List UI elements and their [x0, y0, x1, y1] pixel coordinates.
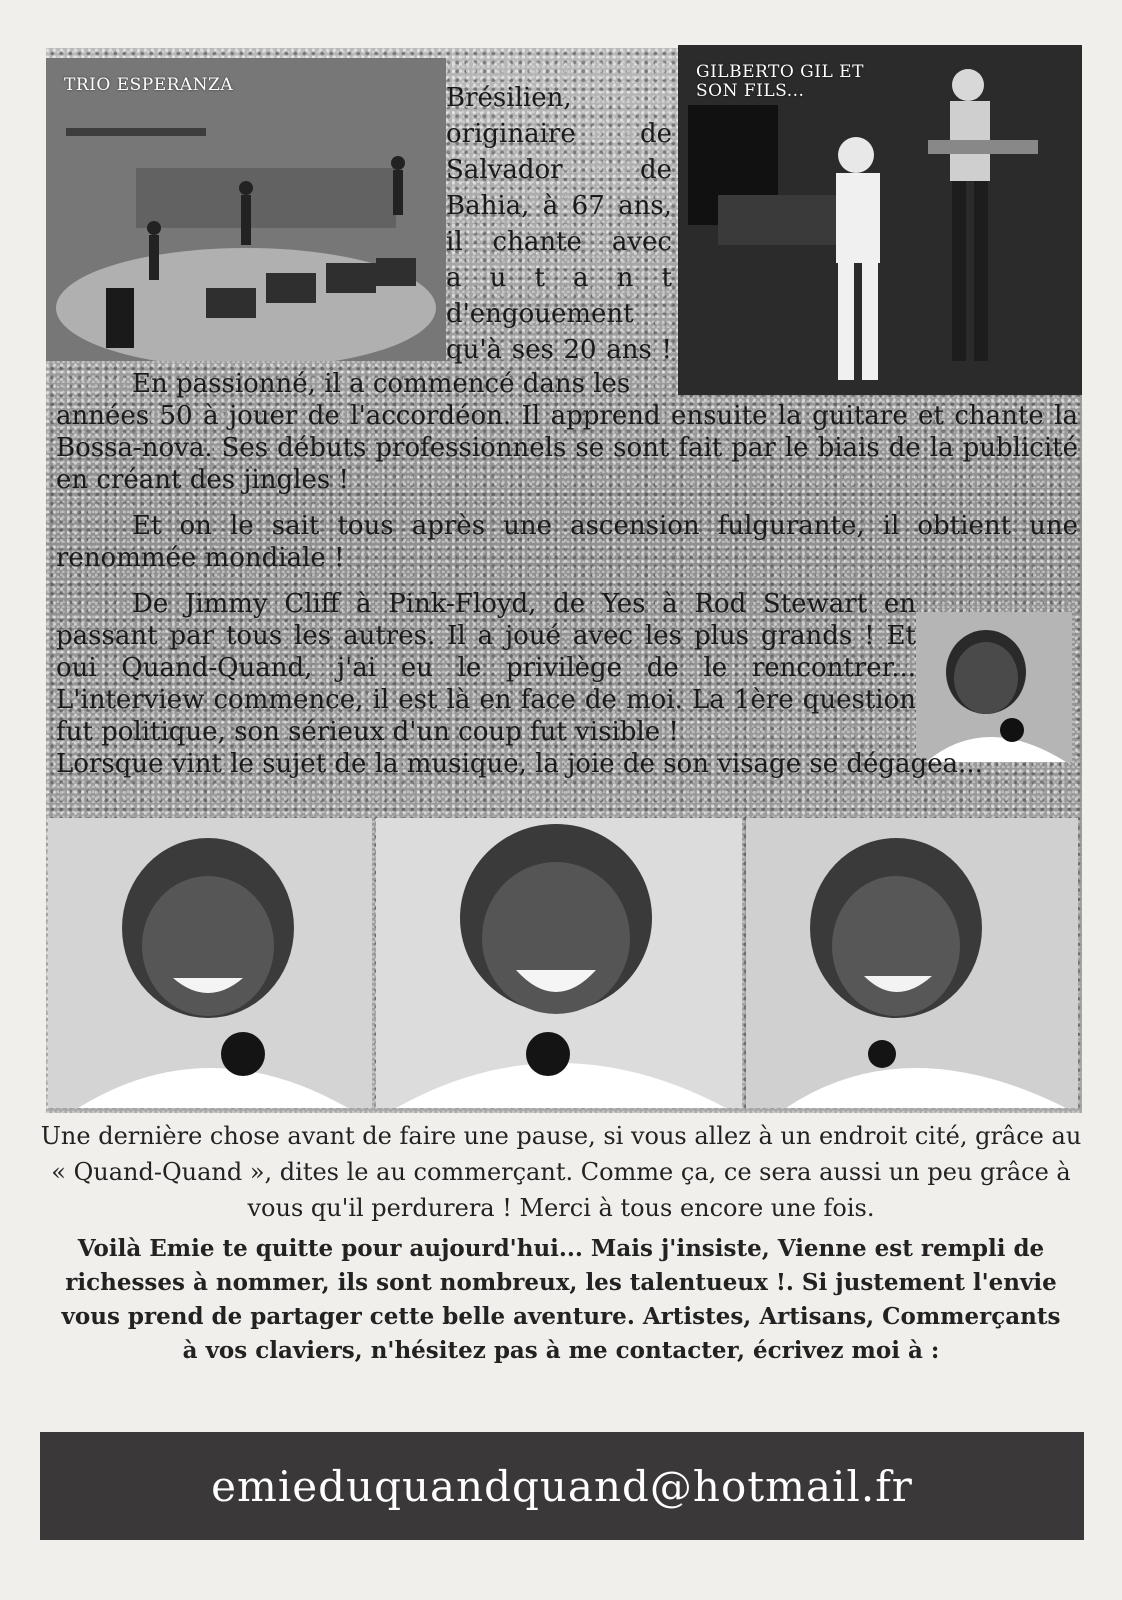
gilberto-caption: [696, 63, 864, 100]
portrait-photo-3: [746, 818, 1078, 1108]
closing-paragraph: Une dernière chose avant de faire une pause, si vous allez à un endroit cité, grâce au « Quand-Quand », dites le au commerçant. Comme ça, ce sera aussi un peu grâce à vous qu'il perdurera ! Merci à tous encore une fois.: [40, 1122, 1082, 1222]
paragraph-fame: [56, 510, 1078, 574]
gilberto-caption-line2: SON FILS...: [696, 80, 805, 101]
portrait-face-icon: [916, 612, 1072, 762]
paragraph-career-rest: années 50 à jouer de l'accordéon. Il apprend ensuite la guitare et chante la Bossa-nova. Ses débuts professionnels se sont fait par le biais de la publicité en créant des jingles !: [56, 401, 1078, 495]
stage-scene-icon: [46, 58, 446, 361]
gilberto-gil-photo: [678, 45, 1082, 395]
intro-line: qu'à ses 20 ans !: [446, 335, 672, 365]
smiling-profile-icon: [746, 818, 1078, 1108]
laughing-portrait-icon: [376, 818, 742, 1108]
intro-line: a u t a n t: [446, 263, 672, 293]
intro-line: Bahia, à 67 ans,: [446, 191, 672, 221]
intro-line: Salvador de: [446, 155, 672, 185]
invitation-paragraph: Voilà Emie te quitte pour aujourd'hui... Mais j'insiste, Vienne est rempli de richesses à nommer, ils sont nombreux, les talentueux !. Si justement l'envie vous prend de partager cette belle aventure. Artistes, Artisans, Commerçants à vos claviers, n'hésitez pas à me contacter, écrivez moi à :: [61, 1235, 1061, 1364]
portrait-photo-1: [48, 818, 372, 1108]
intro-column: [446, 80, 672, 368]
portrait-small-photo: [916, 612, 1072, 762]
paragraph-career-first-line: En passionné, il a commencé dans les: [132, 369, 631, 399]
intro-line: d'engouement: [446, 299, 634, 329]
intro-line: Brésilien,: [446, 83, 572, 113]
trio-esperanza-photo: [46, 58, 446, 361]
smiling-portrait-icon: [48, 818, 372, 1108]
intro-line: originaire de: [446, 119, 672, 149]
paragraph-interview: [56, 588, 983, 780]
paragraph-career: [56, 368, 1078, 496]
trio-caption: TRIO ESPERANZA: [64, 75, 234, 95]
paragraph-fame-text: Et on le sait tous après une ascension fulgurante, il obtient une renommée mondiale !: [56, 511, 1078, 573]
paragraph-interview-text: De Jimmy Cliff à Pink-Floyd, de Yes à Rod Stewart en passant par tous les autres. Il a joué avec les plus grands ! Et oui Quand-Quand, j'ai eu le privilège de le rencontrer... L'interview commence, il est là en face de moi. La 1ère question fut politique, son sérieux d'un coup fut visible !: [56, 589, 916, 747]
email-banner: [40, 1432, 1084, 1540]
gilberto-caption-line1: GILBERTO GIL ET: [696, 62, 864, 82]
portrait-photo-2: [376, 818, 742, 1108]
intro-line: il chante avec: [446, 227, 672, 257]
paragraph-interview-last-line: Lorsque vint le sujet de la musique, la joie de son visage se dégagea...: [56, 749, 983, 779]
email-address[interactable]: emieduquandquand@hotmail.fr: [211, 1461, 913, 1511]
